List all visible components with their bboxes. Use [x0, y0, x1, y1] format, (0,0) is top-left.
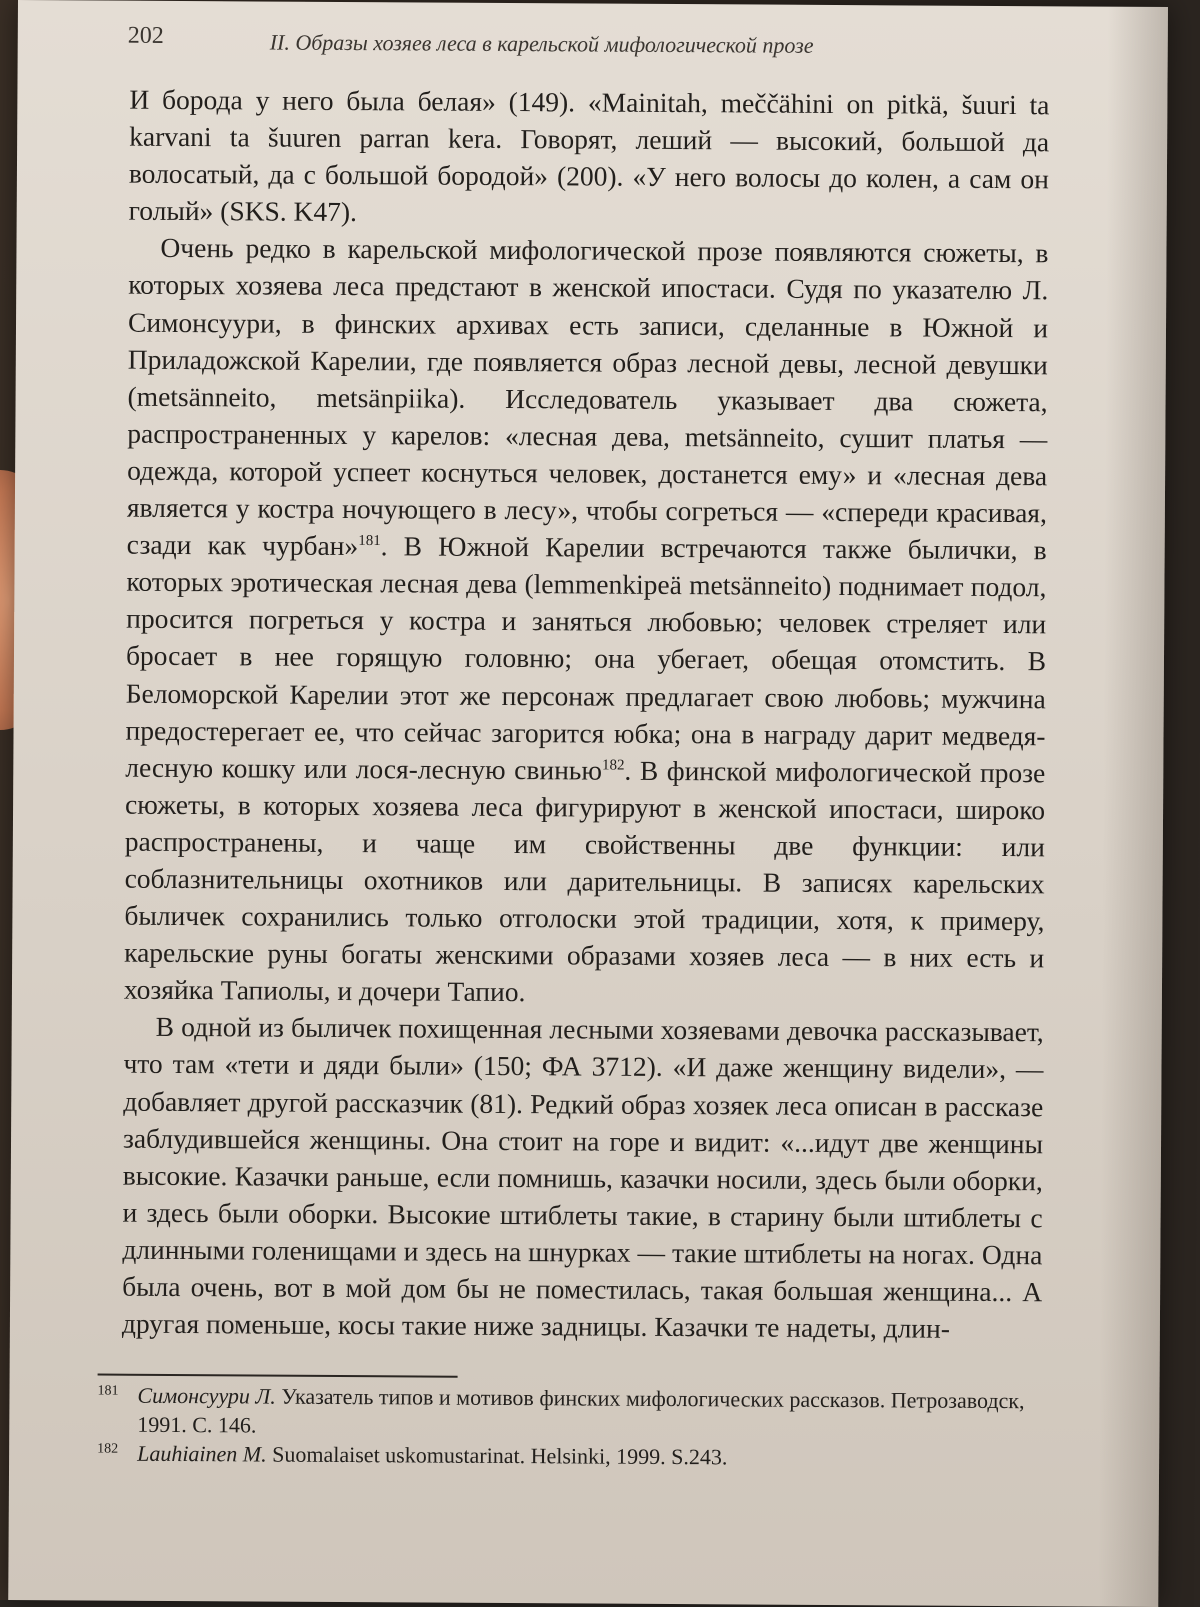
paragraph-2-part-2: . В Южной Карелии встречаются также былички, в которых эротическая лесная дева (lemmenkipeä metsänneito) поднимает подол, просится погреться у костра и заняться любовью; человек стреляет или бросает в нее горящую головню; она убегает, обещая отомстить. В Беломорской Карелии этот же персонаж предлагает свою любовь; мужчина предостерегает ее, что сейчас загорится юбка; она в награду дарит медведя-лесную кошку или лося-лесную свинью	[125, 530, 1047, 786]
footnote-author: Lauhiainen M.	[137, 1440, 267, 1467]
paragraph-2-part-1: Очень редко в карельской мифологической прозе появляются сюжеты, в которых хозяева леса предстают в женской ипостаси. Судя по указателю Л. Симонсуури, в финских архивах есть записи, сделанные в Южной и Приладожской Карелии, где появляется образ лесной девы, лесной девушки (metsänneito, metsänpiika). Исследователь указывает два сюжета, распространенных у карелов: «лесная дева, metsänneito, сушит платья — одежда, которой успеет коснуться человек, достанется ему» и «лесная дева является у костра ночующего в лесу», чтобы согреться — «спереди красивая, сзади как чурбан»	[126, 232, 1049, 562]
paragraph-3: В одной из быличек похищенная лесными хозяевами девочка рассказывает, что там «тети и дяди были» (150; ФА 3712). «И даже женщину видели», — добавляет другой рассказчик (81). Редкий образ хозяек леса описан в рассказе заблудившейся женщины. Она стоит на горе и видит: «...идут две женщины высокие. Казачки раньше, если помнишь, казачки носили, здесь были оборки, и здесь были оборки. Высокие штиблеты такие, в старину были штиблеты с длинными голенищами и здесь на шнурках — такие штиблеты на ногах. Одна была очень, вот в мой дом бы не поместилась, такая большая женщина... А другая поменьше, косы такие ниже задницы. Казачки те надеты, длин-	[121, 1011, 1044, 1344]
page-number: 202	[127, 22, 164, 49]
footnote-ref-181: 181	[358, 533, 381, 550]
page-header	[127, 22, 928, 58]
main-text	[122, 81, 1050, 1348]
footnote-number: 181	[97, 1383, 119, 1399]
footnote-text: Указатель типов и мотивов финских мифологических рассказов. Петрозаводск, 1991. С. 146.	[137, 1383, 1025, 1438]
footnote-ref-182: 182	[601, 757, 625, 774]
footnote-181	[97, 1381, 1042, 1445]
running-title: II. Образы хозяев леса в карельской мифологической прозе	[269, 29, 814, 58]
footnote-text: Suomalaiset uskomustarinat. Helsinki, 1999. S.243.	[266, 1441, 728, 1470]
paragraph-2	[124, 229, 1049, 1014]
page-edge-shadow	[1098, 7, 1168, 1607]
book-page	[8, 0, 1168, 1607]
footnotes	[97, 1381, 1043, 1474]
footnote-author: Симонсуури Л.	[137, 1382, 276, 1409]
footnote-number: 182	[97, 1441, 119, 1457]
footnote-182	[97, 1439, 1042, 1474]
paragraph-2-part-3: . В финской мифологической прозе сюжеты, в которых хозяева леса фигурируют в женской ипостаси, широко распространены, и чаще им свойственны две функции: или соблазнительницы охотников или дарительницы. В записях карельских быличек сохранились только отголоски этой традиции, хотя, к примеру, карельские руны богаты женскими образами хозяев леса — в них есть и хозяйка Тапиолы, и дочери Тапио.	[123, 754, 1046, 1008]
paragraph-1: И борода у него была белая» (149). «Mainitah, meččähini on pitkä, šuuri ta karvani ta šuuren parran kera. Говорят, леший — высокий, большой да волосатый, да с большой бородой» (200). «У него волосы до колен, а сам он голый» (SKS. K47).	[128, 83, 1050, 228]
footnote-divider	[98, 1374, 458, 1378]
